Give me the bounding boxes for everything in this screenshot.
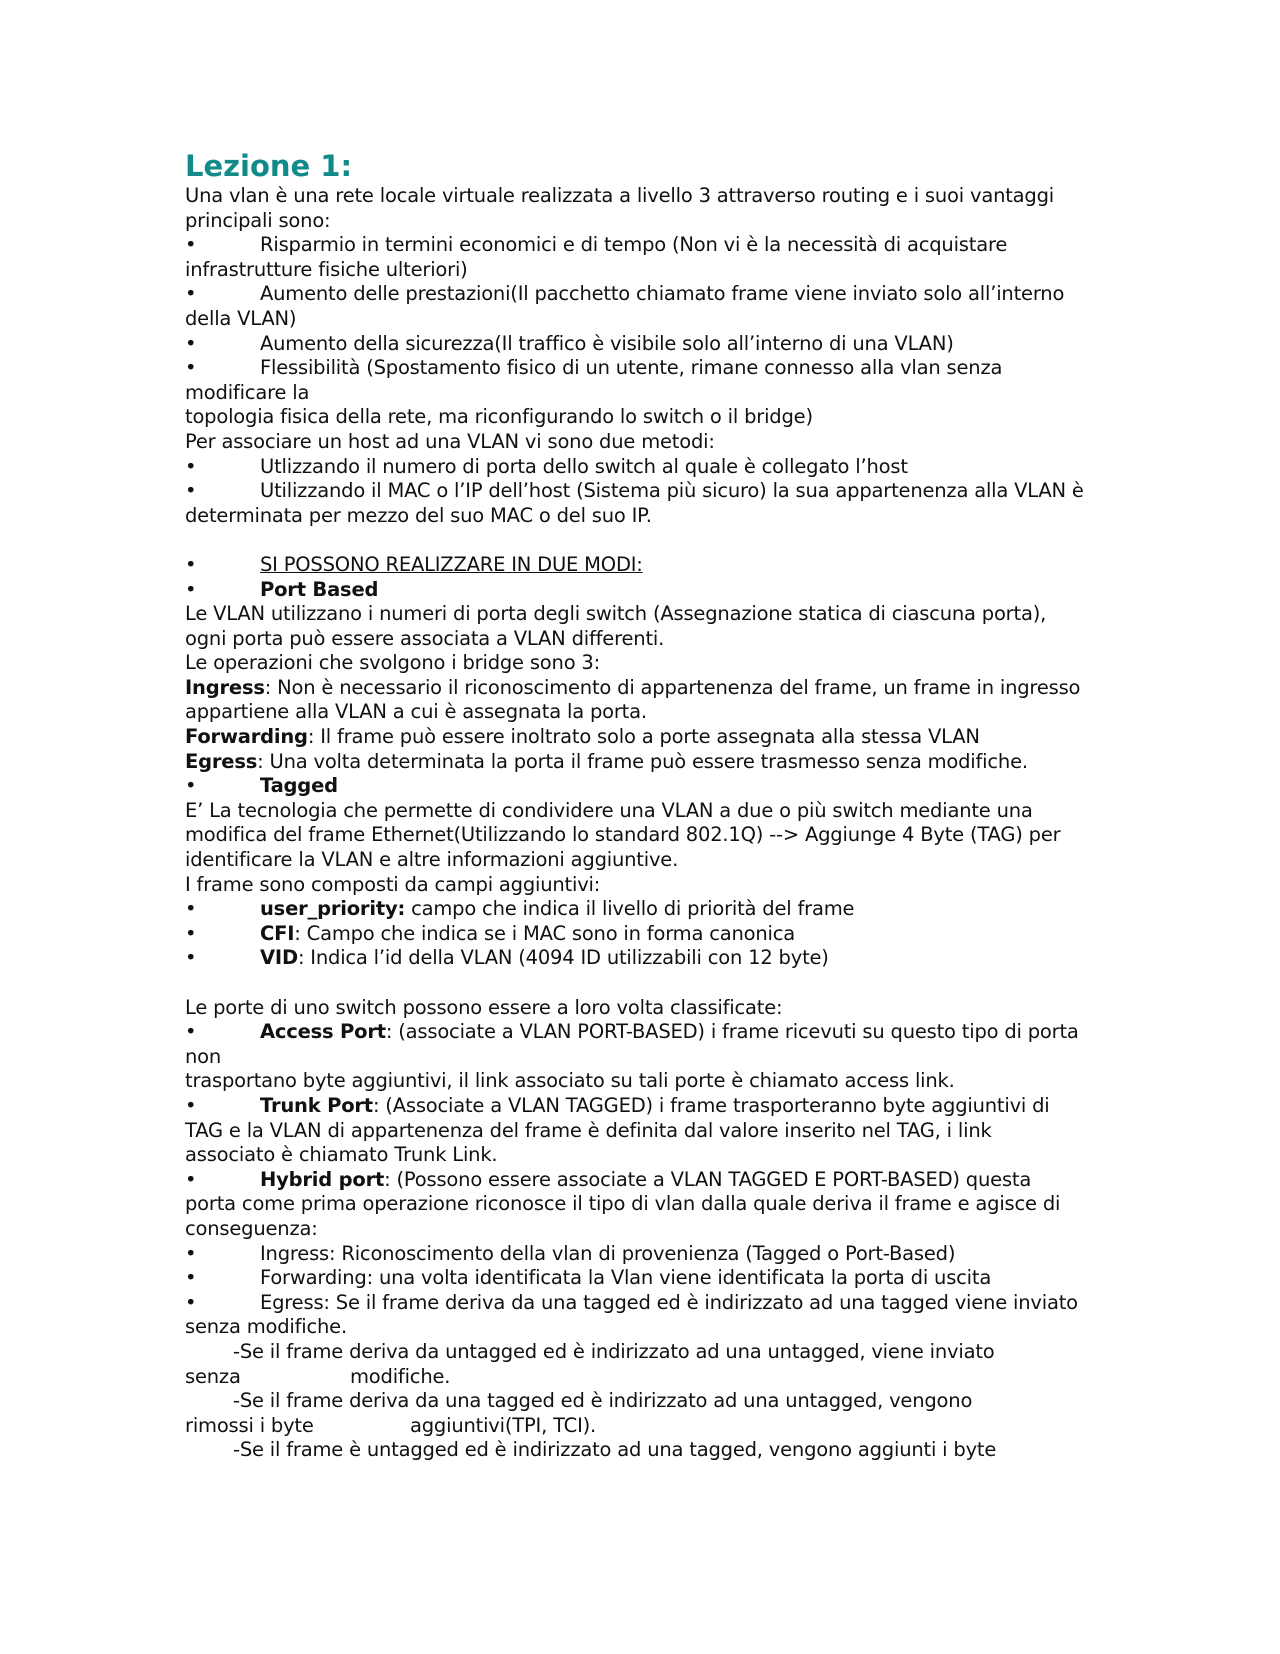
bullet: • — [185, 1093, 197, 1117]
egress-case-1-line-2: senza modifiche. — [185, 1364, 451, 1388]
intro-paragraph: Una vlan è una rete locale virtuale realizzata a livello 3 attraverso routing e i suoi vantaggi principali sono: — [185, 184, 1055, 232]
method-item: • Utlizzando il numero di porta dello switch al quale è collegato l’host — [185, 454, 908, 478]
document-body — [185, 148, 1085, 1463]
bullet: • — [185, 331, 197, 355]
port-item-access: • Access Port: (associate a VLAN PORT-BASED) i frame ricevuti su questo tipo di porta non — [185, 1020, 1079, 1068]
access-continuation: trasportano byte aggiuntivi, il link associato su tali porte è chiamato access link. — [185, 1069, 955, 1093]
bullet: • — [185, 454, 197, 478]
egress-case-3-line-1: -Se il frame è untagged ed è indirizzato ad una tagged, vengono aggiunti i byte — [233, 1438, 997, 1462]
hybrid-step: • Egress: Se il frame deriva da una tagged ed è indirizzato ad una tagged viene inviato senza modifiche. — [185, 1290, 1078, 1339]
method-item: • Utilizzando il MAC o l’IP dell’host (Sistema più sicuro) la sua appartenenza alla VLAN è determinata per mezzo del suo MAC o del suo IP. — [185, 479, 1084, 527]
egress-case-2-line-2: rimossi i byte aggiuntivi(TPI, TCI). — [185, 1413, 597, 1437]
bridge-op-ingress: Ingress: Non è necessario il riconoscimento di appartenenza del frame, un frame in ingresso appartiene alla VLAN a cui è assegnata la porta. — [185, 675, 1081, 724]
bridge-op-egress: Egress: Una volta determinata la porta il frame può essere trasmesso senza modifiche. — [185, 749, 1028, 773]
bullet: • — [185, 774, 197, 798]
modes-heading: SI POSSONO REALIZZARE IN DUE MODI: — [260, 552, 643, 576]
bullet: • — [185, 946, 197, 970]
bridge-op-forwarding: Forwarding: Il frame può essere inoltrato solo a porte assegnata alla stessa VLAN — [185, 725, 980, 749]
modes-heading-item — [185, 553, 1085, 578]
bullet: • — [185, 479, 197, 503]
assoc-intro: Per associare un host ad una VLAN vi sono due metodi: — [185, 429, 715, 453]
bullet: • — [185, 1290, 197, 1314]
ports-intro: Le porte di uno switch possono essere a loro volta classificate: — [185, 995, 783, 1019]
port-based-heading: Port Based — [260, 577, 379, 601]
advantage-item: • Risparmio in termini economici e di tempo (Non vi è la necessità di acquistare infrastrutture fisiche ulteriori) — [185, 233, 1008, 281]
advantage-item: • Aumento delle prestazioni(Il pacchetto chiamato frame viene inviato solo all’interno della VLAN) — [185, 282, 1065, 330]
bullet: • — [185, 1167, 197, 1191]
advantage-item: • Aumento della sicurezza(Il traffico è visibile solo all’interno di una VLAN) — [185, 331, 954, 355]
bullet: • — [185, 577, 197, 601]
hybrid-step: • Forwarding: una volta identificata la Vlan viene identificata la porta di uscita — [185, 1266, 992, 1290]
bullet: • — [185, 921, 197, 945]
port-based-heading-item — [185, 578, 1085, 603]
port-item-hybrid: • Hybrid port: (Possono essere associate a VLAN TAGGED E PORT-BASED) questa porta come prima operazione riconosce il tipo di vlan dalla quale deriva il frame e agisce di conseguenza: — [185, 1167, 1061, 1240]
field-item: • user_priority: campo che indica il livello di priorità del frame — [185, 897, 855, 921]
egress-case-1-line-1: -Se il frame deriva da untagged ed è indirizzato ad una untagged, viene inviato — [233, 1339, 995, 1363]
tagged-heading: Tagged — [260, 774, 338, 798]
advantage-item: • Flessibilità (Spostamento fisico di un utente, rimane connesso alla vlan senza modificare la — [185, 356, 1003, 404]
bullet: • — [185, 233, 197, 257]
fields-intro: I frame sono composti da campi aggiuntivi: — [185, 872, 601, 896]
spacer — [185, 971, 1085, 996]
bullet: • — [185, 356, 197, 380]
bullet: • — [185, 1266, 197, 1290]
field-item: • VID: Indica l’id della VLAN (4094 ID utilizzabili con 12 byte) — [185, 946, 829, 970]
advantage-continuation: topologia fisica della rete, ma riconfigurando lo switch o il bridge) — [185, 405, 813, 429]
tagged-heading-item — [185, 774, 1085, 799]
bullet: • — [185, 552, 197, 576]
bullet: • — [185, 282, 197, 306]
port-item-trunk: • Trunk Port: (Associate a VLAN TAGGED) i frame trasporteranno byte aggiuntivi di TAG e la VLAN di appartenenza del frame è definita dal valore inserito nel TAG, i link associato è chiamato Trunk Link. — [185, 1093, 1050, 1167]
egress-case-2-line-1: -Se il frame deriva da una tagged ed è indirizzato ad una untagged, vengono — [233, 1389, 973, 1413]
lesson-title: Lezione 1: — [185, 149, 353, 183]
bridge-ops-intro: Le operazioni che svolgono i bridge sono 3: — [185, 651, 601, 675]
bullet: • — [185, 1241, 197, 1265]
spacer — [185, 528, 1085, 553]
bullet: • — [185, 897, 197, 921]
hybrid-step: • Ingress: Riconoscimento della vlan di provenienza (Tagged o Port-Based) — [185, 1241, 956, 1265]
port-based-desc: Le VLAN utilizzano i numeri di porta degli switch (Assegnazione statica di ciascuna porta), ogni porta può essere associata a VLAN differenti. — [185, 602, 1047, 650]
field-item: • CFI: Campo che indica se i MAC sono in forma canonica — [185, 921, 796, 945]
bullet: • — [185, 1020, 197, 1044]
tagged-desc: E’ La tecnologia che permette di condividere una VLAN a due o più switch mediante una modifica del frame Ethernet(Utilizzando lo standard 802.1Q) --> Aggiunge 4 Byte (TAG) per identificare la VLAN e altre informazioni aggiuntive. — [185, 798, 1061, 872]
